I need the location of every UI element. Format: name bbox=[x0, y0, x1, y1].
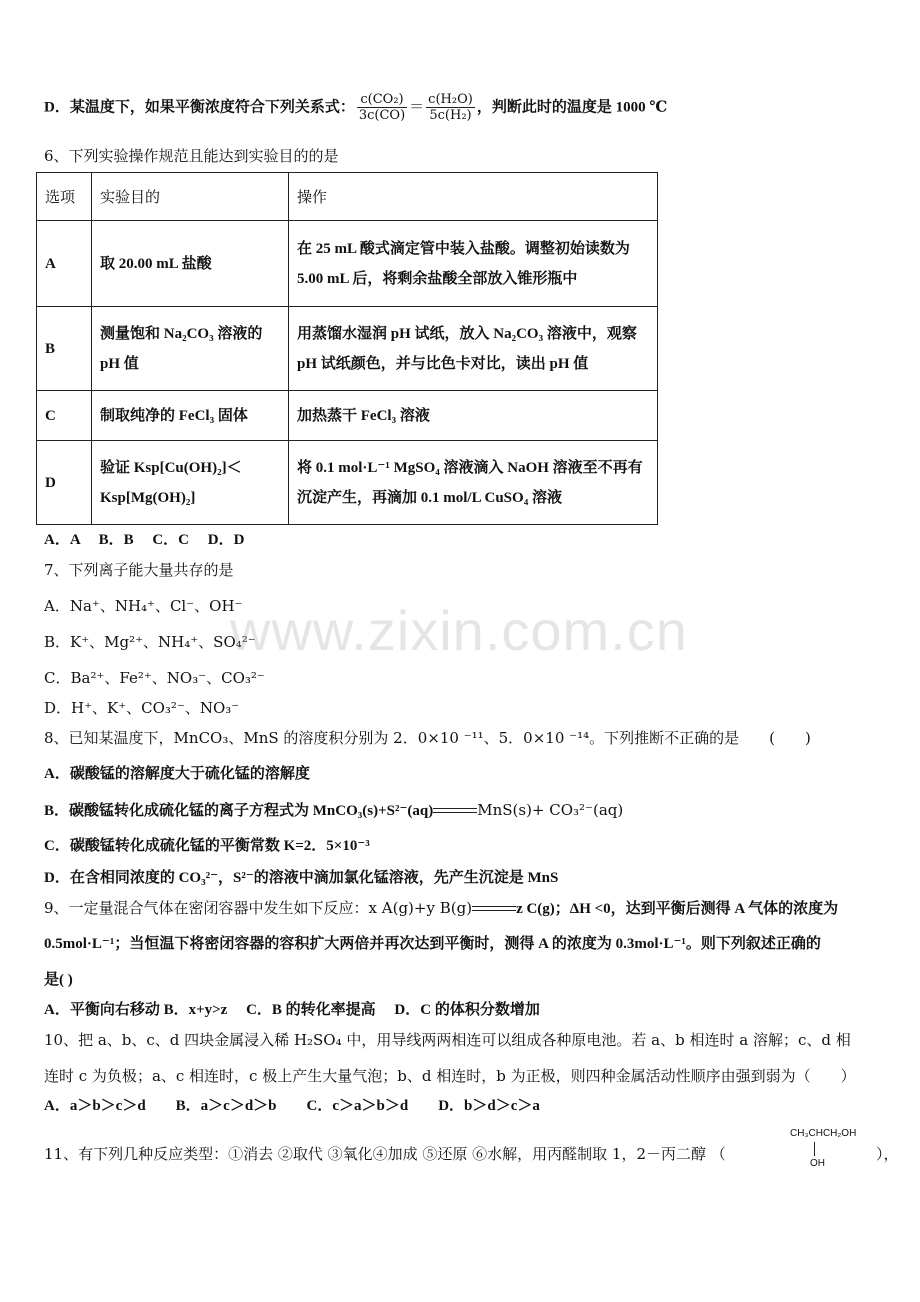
q7-stem: 7、下列离子能大量共存的是 bbox=[44, 561, 234, 579]
q9-right: z C(g)；ΔH <0，达到平衡后测得 A 气体的浓度为 bbox=[516, 901, 839, 917]
bond-line bbox=[814, 1142, 815, 1156]
header-option: 选项 bbox=[37, 173, 92, 221]
table-row bbox=[37, 391, 658, 441]
q5-option-d bbox=[44, 92, 890, 123]
q7-option-b: B．K⁺、Mg²⁺、NH₄⁺、SO₄²⁻ bbox=[44, 633, 256, 651]
row-operation: 将 0.1 mol·L⁻¹ MgSO₄ 溶液滴入 NaOH 溶液至不再有沉淀产生，再滴加 0.1 mol/L CuSO₄ 溶液 bbox=[289, 441, 658, 525]
q9-left: 9、一定量混合气体在密闭容器中发生如下反应：x A(g)+y B(g) bbox=[44, 899, 473, 917]
equilibrium-arrow-icon bbox=[433, 806, 477, 816]
structure-oh: OH bbox=[810, 1158, 825, 1169]
q10-choices: A．a＞b＞c＞d B．a＞c＞d＞b C．c＞a＞b＞d D．b＞d＞c＞a bbox=[44, 1098, 540, 1114]
row-option: D bbox=[37, 441, 92, 525]
row-purpose: 测量饱和 Na₂CO₃ 溶液的 pH 值 bbox=[92, 307, 289, 391]
structure-top: CH₃CHCH₂OH bbox=[790, 1128, 857, 1139]
frac2-numerator: c(H₂O) bbox=[428, 92, 473, 107]
q8-option-c: C．碳酸锰转化成硫化锰的平衡常数 K=2．5×10⁻³ bbox=[44, 838, 370, 854]
q11-line-1 bbox=[44, 1144, 890, 1164]
q9-choices: A．平衡向右移动 B．x+y>z C．B 的转化率提高 D．C 的体积分数增加 bbox=[44, 1002, 540, 1018]
row-purpose: 制取纯净的 FeCl₃ 固体 bbox=[92, 391, 289, 441]
q8b-right: MnS(s)+ CO₃²⁻(aq) bbox=[477, 801, 624, 819]
q5d-suffix: ，判断此时的温度是 1000 ℃ bbox=[476, 99, 668, 116]
q7-option-a: A．Na⁺、NH₄⁺、Cl⁻、OH⁻ bbox=[44, 597, 243, 615]
row-option: C bbox=[37, 391, 92, 441]
table-row bbox=[37, 441, 658, 525]
q9-line-1 bbox=[44, 898, 890, 919]
frac2-denominator: 5c(H₂) bbox=[429, 108, 472, 123]
q9-line-3: 是( ) bbox=[44, 972, 73, 988]
propanediol-structure bbox=[790, 1128, 880, 1172]
q11-text: 11、有下列几种反应类型：①消去 ②取代 ③氧化④加成 ⑤还原 ⑥水解，用丙醛制取 1，2－丙二醇 （ bbox=[44, 1145, 726, 1163]
q5d-prefix: D．某温度下，如果平衡浓度符合下列关系式： bbox=[44, 99, 355, 116]
row-purpose: 验证 Ksp[Cu(OH)₂]＜Ksp[Mg(OH)₂] bbox=[92, 441, 289, 525]
q8-option-d: D．在含相同浓度的 CO₃²⁻，S²⁻的溶液中滴加氯化锰溶液，先产生沉淀是 MnS bbox=[44, 870, 559, 886]
table-header-row bbox=[37, 173, 658, 221]
q6-stem: 6、下列实验操作规范且能达到实验目的的是 bbox=[44, 147, 339, 165]
row-purpose: 取 20.00 mL 盐酸 bbox=[92, 221, 289, 307]
equilibrium-arrow-icon bbox=[472, 904, 516, 914]
q7-option-c: C．Ba²⁺、Fe²⁺、NO₃⁻、CO₃²⁻ bbox=[44, 669, 265, 687]
watermark: www.zixin.com.cn bbox=[230, 599, 688, 662]
header-purpose: 实验目的 bbox=[92, 173, 289, 221]
row-operation: 加热蒸干 FeCl₃ 溶液 bbox=[289, 391, 658, 441]
q8b-left: B．碳酸锰转化成硫化锰的离子方程式为 MnCO₃(s)+S²⁻(aq) bbox=[44, 803, 434, 819]
q5d-fraction-2 bbox=[426, 92, 475, 123]
row-operation: 用蒸馏水湿润 pH 试纸，放入 Na₂CO₃ 溶液中，观察 pH 试纸颜色，并与比色卡对比，读出 pH 值 bbox=[289, 307, 658, 391]
header-operation: 操作 bbox=[289, 173, 658, 221]
q9-line-2: 0.5mol·L⁻¹；当恒温下将密闭容器的容积扩大两倍并再次达到平衡时，测得 A 的浓度为 0.3mol·L⁻¹。则下列叙述正确的 bbox=[44, 936, 821, 952]
q7-option-d: D．H⁺、K⁺、CO₃²⁻、NO₃⁻ bbox=[44, 699, 240, 717]
frac1-numerator: c(CO₂) bbox=[357, 92, 407, 108]
q8-option-b bbox=[44, 800, 890, 821]
table-row bbox=[37, 307, 658, 391]
table-row bbox=[37, 221, 658, 307]
q11-close: ）， bbox=[876, 1145, 899, 1163]
q6-choices: A．A B．B C．C D．D bbox=[44, 532, 245, 548]
row-option: A bbox=[37, 221, 92, 307]
q6-table bbox=[36, 172, 658, 525]
row-operation: 在 25 mL 酸式滴定管中装入盐酸。调整初始读数为 5.00 mL 后，将剩余盐酸全部放入锥形瓶中 bbox=[289, 221, 658, 307]
q5d-fraction-1 bbox=[357, 92, 407, 123]
equals-sign: ＝ bbox=[409, 97, 425, 116]
row-option: B bbox=[37, 307, 92, 391]
frac1-denominator: 3c(CO) bbox=[358, 108, 406, 123]
q10-line-1: 10、把 a、b、c、d 四块金属浸入稀 H₂SO₄ 中，用导线两两相连可以组成各种原电池。若 a、b 相连时 a 溶解；c、d 相 bbox=[44, 1031, 851, 1049]
q10-line-2: 连时 c 为负极；a、c 相连时，c 极上产生大量气泡；b、d 相连时，b 为正极，则四种金属活动性顺序由强到弱为（ ） bbox=[44, 1067, 856, 1085]
q8-stem: 8、已知某温度下，MnCO₃、MnS 的溶度积分别为 2．0×10 ⁻¹¹、5．0×10 ⁻¹⁴。下列推断不正确的是 ( ) bbox=[44, 729, 811, 747]
q8-option-a: A．碳酸锰的溶解度大于硫化锰的溶解度 bbox=[44, 766, 310, 782]
